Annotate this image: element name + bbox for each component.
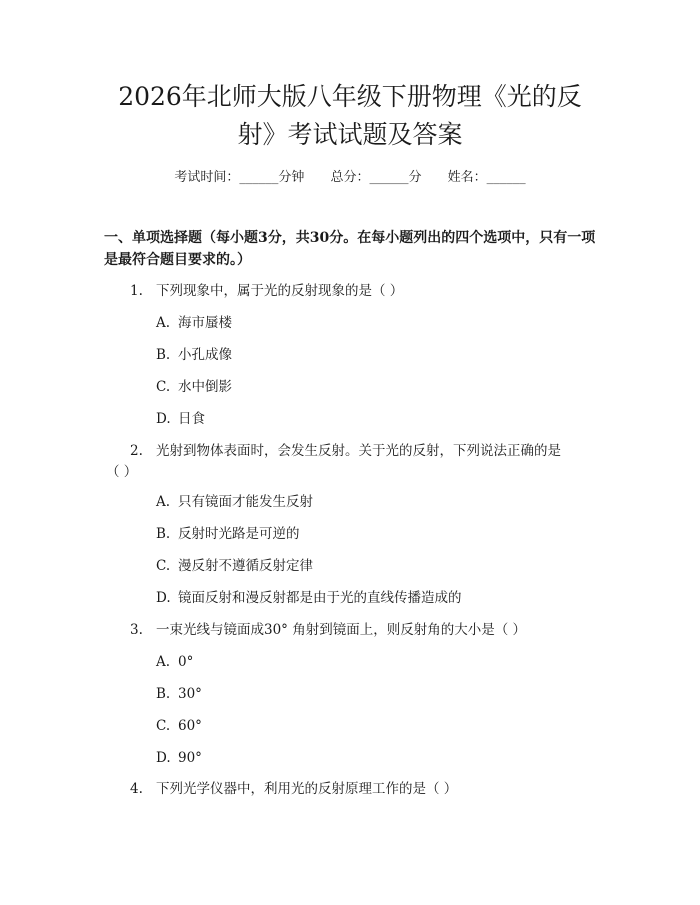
page-title: [60, 78, 640, 154]
option-2a: [156, 492, 313, 512]
option-text: 镜面反射和漫反射都是由于光的直线传播造成的: [178, 590, 462, 606]
question-text: 下列现象中，属于光的反射现象的是（ ）: [156, 283, 404, 299]
option-text: 日食: [178, 411, 205, 427]
option-text: 0°: [178, 654, 194, 670]
option-3c: [156, 716, 202, 736]
option-1d: [156, 409, 205, 429]
option-text: 60°: [178, 718, 202, 734]
option-text: 只有镜面才能发生反射: [178, 494, 313, 510]
question-text: 下列光学仪器中，利用光的反射原理工作的是（ ）: [156, 781, 458, 797]
option-2d: [156, 588, 462, 608]
option-label: B.: [156, 347, 171, 363]
question-2: [130, 441, 610, 461]
section-heading: 一、单项选择题（每小题3分，共30分。在每小题列出的四个选项中，只有一项是最符合题目要求的。）: [104, 230, 596, 268]
question-number: 1.: [130, 283, 143, 299]
question-text: 一束光线与镜面成30° 角射到镜面上，则反射角的大小是（ ）: [156, 622, 527, 638]
option-1b: [156, 345, 232, 365]
question-number: 4.: [130, 781, 143, 797]
option-text: 反射时光路是可逆的: [178, 526, 300, 542]
question-2-continued: [106, 462, 166, 482]
option-text: 水中倒影: [178, 379, 232, 395]
option-2b: [156, 524, 300, 544]
question-text-line-1: 光射到物体表面时，会发生反射。关于光的反射，下列说法正确的是: [156, 443, 561, 459]
option-label: C.: [156, 558, 171, 574]
option-label: D.: [156, 750, 171, 766]
option-2c: [156, 556, 313, 576]
option-label: A.: [156, 654, 171, 670]
question-4: [130, 779, 610, 799]
total-score-field: 总分：______分: [330, 170, 422, 185]
option-1a: [156, 313, 232, 333]
option-1c: [156, 377, 232, 397]
option-3d: [156, 748, 202, 768]
option-text: 海市蜃楼: [178, 315, 232, 331]
question-text-line-2: （ ）: [106, 464, 138, 480]
exam-time-field: 考试时间：______分钟: [174, 170, 305, 185]
option-label: D.: [156, 590, 171, 606]
question-3: [130, 620, 610, 640]
option-label: B.: [156, 686, 171, 702]
question-number: 2.: [130, 443, 143, 459]
exam-meta: [0, 168, 700, 188]
title-line-1: 2026年北师大版八年级下册物理《光的反: [118, 82, 582, 111]
option-text: 30°: [178, 686, 202, 702]
option-label: C.: [156, 379, 171, 395]
name-field: 姓名：______: [447, 170, 526, 185]
option-3b: [156, 684, 202, 704]
option-3a: [156, 652, 193, 672]
option-text: 小孔成像: [178, 347, 232, 363]
option-label: B.: [156, 526, 171, 542]
option-text: 漫反射不遵循反射定律: [178, 558, 313, 574]
question-1: [130, 281, 610, 301]
option-label: A.: [156, 494, 171, 510]
option-label: C.: [156, 718, 171, 734]
option-label: D.: [156, 411, 171, 427]
question-number: 3.: [130, 622, 143, 638]
option-text: 90°: [178, 750, 202, 766]
title-line-2: 射》考试试题及答案: [237, 120, 463, 149]
option-label: A.: [156, 315, 171, 331]
